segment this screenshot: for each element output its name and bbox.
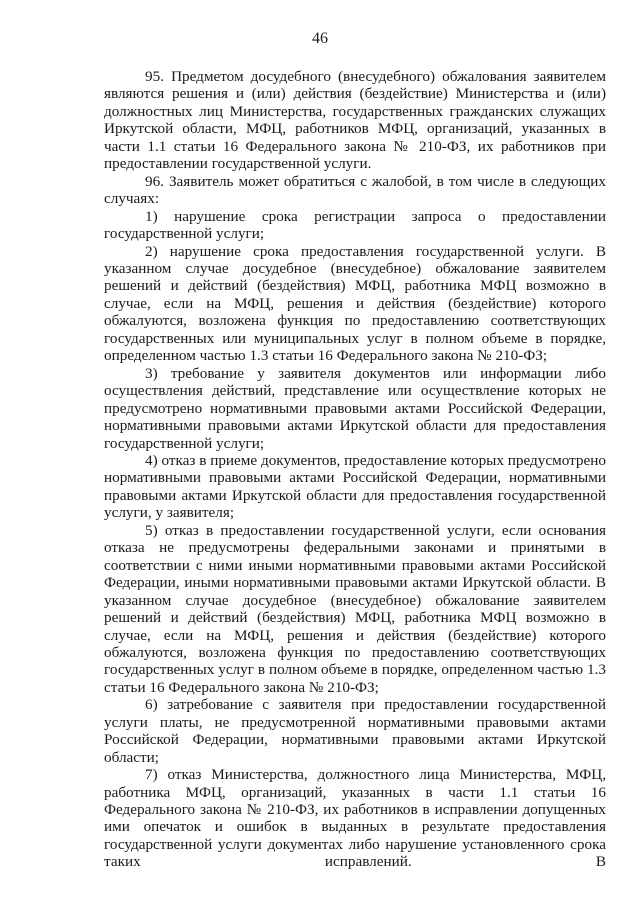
list-item-3: 3) требование у заявителя документов или информации либо осуществления действий, представление или осуществление которых не предусмотрено нормативными правовыми актами Российской Федерации, нормативными правовыми актами Иркутской области для предоставления государственной услуги; bbox=[104, 364, 606, 452]
document-body bbox=[104, 68, 606, 871]
paragraph-96: 96. Заявитель может обратиться с жалобой, в том числе в следующих случаях: bbox=[104, 172, 606, 208]
page-number: 46 bbox=[312, 30, 328, 47]
paragraph-95: 95. Предметом досудебного (внесудебного) обжалования заявителем являются решения и (или) действия (бездействие) Министерства и (или) должностных лиц Министерства, государственных гражданских служащих Иркутской области, МФЦ, работников МФЦ, организаций, указанных в части 1.1 статьи 16 Федерального закона № 210-ФЗ, их работников при предоставлении государственной услуги. bbox=[104, 68, 606, 173]
list-item-1: 1) нарушение срока регистрации запроса о предоставлении государственной услуги; bbox=[104, 207, 606, 243]
list-item-4: 4) отказ в приеме документов, предоставление которых предусмотрено нормативными правовыми актами Российской Федерации, нормативными правовыми актами Иркутской области для предоставления государственной услуги, у заявителя; bbox=[104, 451, 606, 522]
list-item-7: 7) отказ Министерства, должностного лица Министерства, МФЦ, работника МФЦ, организаций, указанных в части 1.1 статьи 16 Федерального закона № 210-ФЗ, их работников в исправлении допущенных ими опечаток и ошибок в выданных в результате предоставления государственной услуги документах либо нарушение установленного срока таких исправлений. В bbox=[104, 766, 606, 871]
list-item-5: 5) отказ в предоставлении государственной услуги, если основания отказа не предусмотрены федеральными законами и принятыми в соответствии с ними иными нормативными правовыми актами Российской Федерации, иными нормативными правовыми актами Иркутской области. В указанном случае досудебное (внесудебное) обжалование заявителем решений и действий (бездействия) МФЦ, работника МФЦ возможно в случае, если на МФЦ, решения и действия (бездействие) которого обжалуются, возложена функция по предоставлению соответствующих государственных услуг в полном объеме в порядке, определенном частью 1.3 статьи 16 Федерального закона № 210-ФЗ; bbox=[104, 521, 606, 696]
list-item-6: 6) затребование с заявителя при предоставлении государственной услуги платы, не предусмотренной нормативными правовыми актами Российской Федерации, нормативными правовыми актами Иркутской области; bbox=[104, 696, 606, 766]
list-item-2: 2) нарушение срока предоставления государственной услуги. В указанном случае досудебное (внесудебное) обжалование заявителем решений и действий (бездействия) МФЦ, работника МФЦ возможно в случае, если на МФЦ, решения и действия (бездействие) которого обжалуются, возложена функция по предоставлению соответствующих государственных или муниципальных услуг в полном объеме в порядке, определенном частью 1.3 статьи 16 Федерального закона № 210-ФЗ; bbox=[104, 242, 606, 365]
